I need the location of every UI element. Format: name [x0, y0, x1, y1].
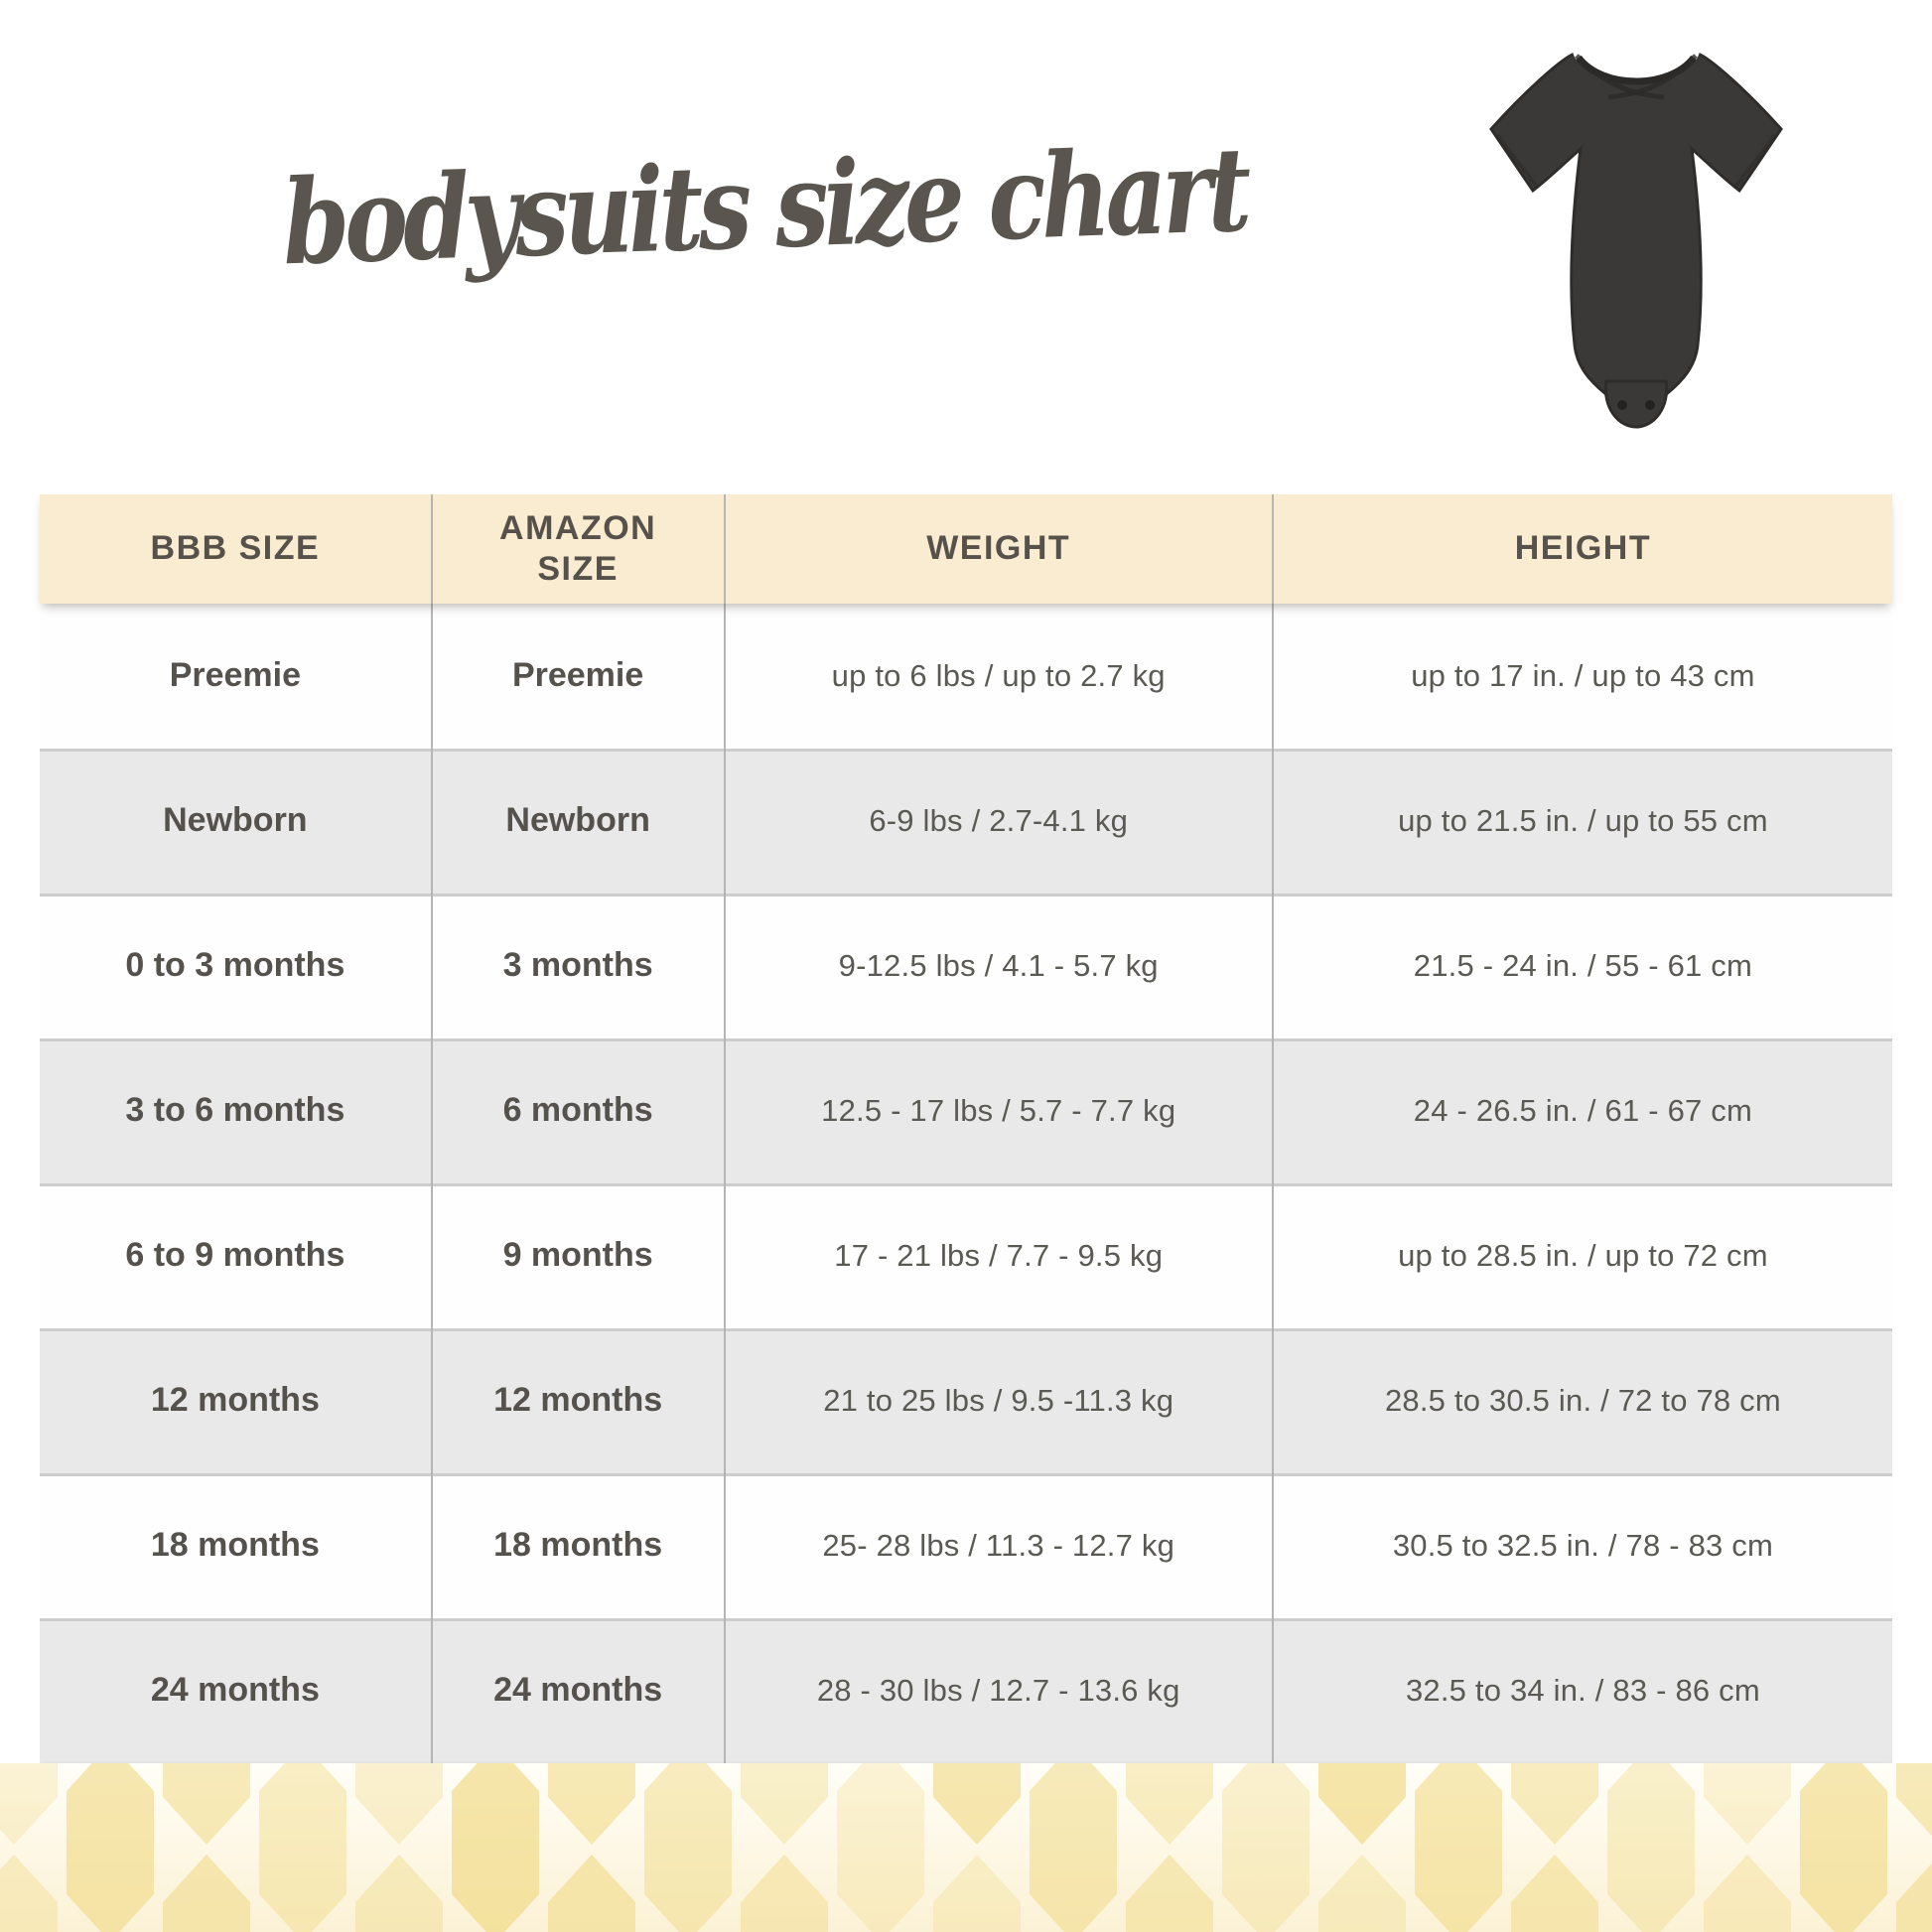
- table-row: [40, 1328, 1892, 1473]
- cell-amazon-size: 6 months: [431, 1038, 724, 1183]
- header-label: HEIGHT: [1514, 529, 1652, 568]
- cell-amazon-size: 9 months: [431, 1183, 724, 1328]
- table-row: [40, 1183, 1892, 1328]
- cell-amazon-size: 18 months: [431, 1473, 724, 1618]
- header-label: WEIGHT: [926, 529, 1071, 568]
- cell-bbb-size: 12 months: [150, 1381, 320, 1420]
- cell-height: up to 28.5 in. / up to 72 cm: [1272, 1183, 1892, 1328]
- table-header-row: [40, 494, 1892, 604]
- cell-height: 32.5 to 34 in. / 83 - 86 cm: [1272, 1618, 1892, 1763]
- cell-bbb-size: 6 to 9 months: [125, 1236, 345, 1275]
- baby-bodysuit-icon: [1467, 12, 1805, 459]
- cell-bbb-size: Newborn: [163, 801, 308, 840]
- table-row: [40, 1038, 1892, 1183]
- header-cell-weight: [724, 494, 1272, 604]
- header-cell-amazon-size: [431, 494, 724, 604]
- header-cell-bbb-size: [40, 494, 431, 604]
- cell-height: 28.5 to 30.5 in. / 72 to 78 cm: [1272, 1328, 1892, 1473]
- cell-height: 21.5 - 24 in. / 55 - 61 cm: [1272, 894, 1892, 1038]
- honeycomb-pattern: [0, 1763, 1932, 1932]
- cell-weight: 9-12.5 lbs / 4.1 - 5.7 kg: [724, 894, 1272, 1038]
- cell-bbb-size: 18 months: [150, 1526, 320, 1565]
- cell-amazon-size: 24 months: [431, 1618, 724, 1763]
- cell-weight: 17 - 21 lbs / 7.7 - 9.5 kg: [724, 1183, 1272, 1328]
- table-row: [40, 1618, 1892, 1763]
- header-cell-height: [1272, 494, 1892, 604]
- cell-amazon-size: 3 months: [431, 894, 724, 1038]
- cell-bbb-size: 3 to 6 months: [125, 1091, 345, 1130]
- cell-amazon-size: Preemie: [431, 604, 724, 749]
- bodysuit-image: [1467, 12, 1805, 459]
- cell-height: up to 17 in. / up to 43 cm: [1272, 604, 1892, 749]
- cell-weight: 25- 28 lbs / 11.3 - 12.7 kg: [724, 1473, 1272, 1618]
- header-label: BBB SIZE: [150, 529, 321, 568]
- honeycomb-band: [0, 1763, 1932, 1932]
- table-row: [40, 894, 1892, 1038]
- cell-weight: 28 - 30 lbs / 12.7 - 13.6 kg: [724, 1618, 1272, 1763]
- table-row: [40, 1473, 1892, 1618]
- cell-height: up to 21.5 in. / up to 55 cm: [1272, 749, 1892, 894]
- cell-bbb-size: 24 months: [150, 1671, 320, 1710]
- cell-bbb-size: 0 to 3 months: [125, 946, 345, 985]
- cell-weight: 6-9 lbs / 2.7-4.1 kg: [724, 749, 1272, 894]
- cell-bbb-size: Preemie: [169, 656, 302, 695]
- table-row: [40, 604, 1892, 749]
- cell-amazon-size: 12 months: [431, 1328, 724, 1473]
- cell-height: 24 - 26.5 in. / 61 - 67 cm: [1272, 1038, 1892, 1183]
- cell-height: 30.5 to 32.5 in. / 78 - 83 cm: [1272, 1473, 1892, 1618]
- cell-weight: up to 6 lbs / up to 2.7 kg: [724, 604, 1272, 749]
- table-row: [40, 749, 1892, 894]
- size-table: [40, 494, 1892, 1763]
- cell-amazon-size: Newborn: [431, 749, 724, 894]
- cell-weight: 12.5 - 17 lbs / 5.7 - 7.7 kg: [724, 1038, 1272, 1183]
- cell-weight: 21 to 25 lbs / 9.5 -11.3 kg: [724, 1328, 1272, 1473]
- page-title: bodysuits size chart: [280, 120, 1249, 291]
- header-label: AMAZON SIZE: [499, 508, 657, 588]
